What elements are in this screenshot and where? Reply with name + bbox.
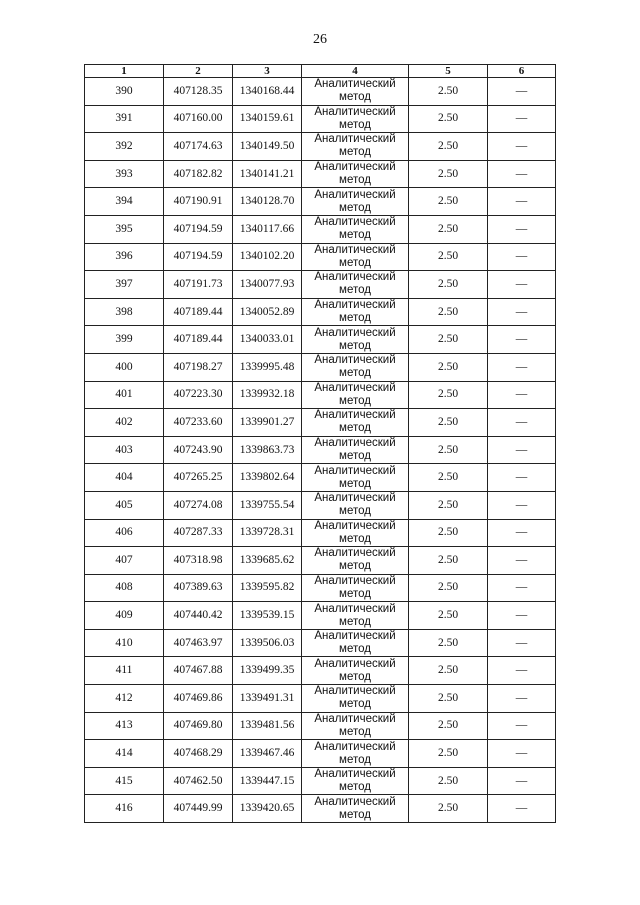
table-body [85,78,556,823]
x-coordinate-cell: 407182.82 [164,160,233,188]
accuracy-cell: 2.50 [409,188,488,216]
y-coordinate-cell: 1339728.31 [233,519,302,547]
y-coordinate-cell: 1340149.50 [233,133,302,161]
note-cell: — [488,160,556,188]
method-line-1: Аналитический [314,740,396,753]
x-coordinate-cell: 407189.44 [164,326,233,354]
method-line-2: метод [339,146,371,159]
accuracy-cell: 2.50 [409,519,488,547]
table-row [85,464,556,492]
header-col-6: 6 [488,65,556,78]
header-row [85,65,556,78]
note-cell: — [488,353,556,381]
method-cell [302,409,409,437]
point-number-cell: 397 [85,271,164,299]
method-cell [302,133,409,161]
header-col-3: 3 [233,65,302,78]
accuracy-cell: 2.50 [409,767,488,795]
method-line-2: метод [339,670,371,683]
method-cell [302,795,409,823]
method-cell [302,547,409,575]
method-cell [302,160,409,188]
x-coordinate-cell: 407467.88 [164,657,233,685]
accuracy-cell: 2.50 [409,381,488,409]
y-coordinate-cell: 1339467.46 [233,740,302,768]
point-number-cell: 393 [85,160,164,188]
x-coordinate-cell: 407223.30 [164,381,233,409]
table-row [85,602,556,630]
accuracy-cell: 2.50 [409,491,488,519]
method-line-2: метод [339,781,371,794]
method-line-1: Аналитический [314,547,396,560]
x-coordinate-cell: 407190.91 [164,188,233,216]
point-number-cell: 407 [85,547,164,575]
method-cell [302,629,409,657]
header-col-2: 2 [164,65,233,78]
x-coordinate-cell: 407194.59 [164,243,233,271]
method-line-1: Аналитический [314,161,396,174]
method-cell [302,685,409,713]
point-number-cell: 415 [85,767,164,795]
y-coordinate-cell: 1339491.31 [233,685,302,713]
point-number-cell: 408 [85,574,164,602]
note-cell: — [488,795,556,823]
table-row [85,795,556,823]
method-line-1: Аналитический [314,795,396,808]
accuracy-cell: 2.50 [409,271,488,299]
note-cell: — [488,326,556,354]
x-coordinate-cell: 407462.50 [164,767,233,795]
note-cell: — [488,298,556,326]
x-coordinate-cell: 407287.33 [164,519,233,547]
table-row [85,243,556,271]
table-row [85,133,556,161]
x-coordinate-cell: 407274.08 [164,491,233,519]
table-row [85,685,556,713]
point-number-cell: 400 [85,353,164,381]
point-number-cell: 392 [85,133,164,161]
y-coordinate-cell: 1339506.03 [233,629,302,657]
note-cell: — [488,602,556,630]
table-row [85,767,556,795]
method-line-2: метод [339,505,371,518]
y-coordinate-cell: 1340128.70 [233,188,302,216]
y-coordinate-cell: 1339420.65 [233,795,302,823]
accuracy-cell: 2.50 [409,326,488,354]
y-coordinate-cell: 1340159.61 [233,105,302,133]
method-cell [302,436,409,464]
y-coordinate-cell: 1340168.44 [233,78,302,106]
table-row [85,326,556,354]
method-cell [302,519,409,547]
note-cell: — [488,409,556,437]
x-coordinate-cell: 407469.86 [164,685,233,713]
accuracy-cell: 2.50 [409,685,488,713]
method-cell [302,602,409,630]
method-line-1: Аналитический [314,216,396,229]
method-line-1: Аналитический [314,381,396,394]
accuracy-cell: 2.50 [409,215,488,243]
x-coordinate-cell: 407174.63 [164,133,233,161]
method-line-2: метод [339,587,371,600]
table-row [85,491,556,519]
y-coordinate-cell: 1339802.64 [233,464,302,492]
method-cell [302,188,409,216]
note-cell: — [488,133,556,161]
coordinates-table [84,64,556,823]
note-cell: — [488,215,556,243]
method-cell [302,464,409,492]
point-number-cell: 394 [85,188,164,216]
y-coordinate-cell: 1339499.35 [233,657,302,685]
table-row [85,740,556,768]
x-coordinate-cell: 407198.27 [164,353,233,381]
header-col-5: 5 [409,65,488,78]
method-cell [302,740,409,768]
accuracy-cell: 2.50 [409,712,488,740]
method-line-1: Аналитический [314,437,396,450]
point-number-cell: 413 [85,712,164,740]
method-line-2: метод [339,615,371,628]
y-coordinate-cell: 1339481.56 [233,712,302,740]
method-line-2: метод [339,339,371,352]
accuracy-cell: 2.50 [409,78,488,106]
header-col-1: 1 [85,65,164,78]
x-coordinate-cell: 407243.90 [164,436,233,464]
method-line-1: Аналитический [314,685,396,698]
table-row [85,381,556,409]
y-coordinate-cell: 1339685.62 [233,547,302,575]
note-cell: — [488,574,556,602]
accuracy-cell: 2.50 [409,602,488,630]
point-number-cell: 412 [85,685,164,713]
accuracy-cell: 2.50 [409,133,488,161]
note-cell: — [488,188,556,216]
method-line-2: метод [339,532,371,545]
y-coordinate-cell: 1339755.54 [233,491,302,519]
method-line-1: Аналитический [314,574,396,587]
y-coordinate-cell: 1339932.18 [233,381,302,409]
y-coordinate-cell: 1340117.66 [233,215,302,243]
table-row [85,574,556,602]
x-coordinate-cell: 407233.60 [164,409,233,437]
page-number: 26 [313,32,327,47]
point-number-cell: 402 [85,409,164,437]
method-cell [302,78,409,106]
method-line-1: Аналитический [314,243,396,256]
method-line-2: метод [339,643,371,656]
note-cell: — [488,78,556,106]
accuracy-cell: 2.50 [409,298,488,326]
table-row [85,160,556,188]
y-coordinate-cell: 1340102.20 [233,243,302,271]
method-line-1: Аналитический [314,602,396,615]
method-line-2: метод [339,477,371,490]
point-number-cell: 398 [85,298,164,326]
method-line-1: Аналитический [314,768,396,781]
note-cell: — [488,685,556,713]
x-coordinate-cell: 407189.44 [164,298,233,326]
method-line-2: метод [339,201,371,214]
method-cell [302,712,409,740]
note-cell: — [488,436,556,464]
x-coordinate-cell: 407468.29 [164,740,233,768]
method-line-1: Аналитический [314,271,396,284]
x-coordinate-cell: 407389.63 [164,574,233,602]
method-line-1: Аналитический [314,105,396,118]
y-coordinate-cell: 1339901.27 [233,409,302,437]
method-cell [302,381,409,409]
method-cell [302,767,409,795]
note-cell: — [488,629,556,657]
method-line-2: метод [339,753,371,766]
method-cell [302,105,409,133]
point-number-cell: 401 [85,381,164,409]
table-row [85,271,556,299]
method-cell [302,574,409,602]
point-number-cell: 391 [85,105,164,133]
method-line-2: метод [339,284,371,297]
table-header [85,65,556,78]
method-line-2: метод [339,422,371,435]
note-cell: — [488,271,556,299]
note-cell: — [488,740,556,768]
table-row [85,657,556,685]
method-line-1: Аналитический [314,354,396,367]
table-row [85,188,556,216]
y-coordinate-cell: 1339447.15 [233,767,302,795]
x-coordinate-cell: 407128.35 [164,78,233,106]
point-number-cell: 416 [85,795,164,823]
x-coordinate-cell: 407449.99 [164,795,233,823]
x-coordinate-cell: 407318.98 [164,547,233,575]
method-line-2: метод [339,174,371,187]
note-cell: — [488,381,556,409]
y-coordinate-cell: 1339539.15 [233,602,302,630]
accuracy-cell: 2.50 [409,740,488,768]
point-number-cell: 411 [85,657,164,685]
point-number-cell: 405 [85,491,164,519]
method-line-1: Аналитический [314,326,396,339]
note-cell: — [488,491,556,519]
x-coordinate-cell: 407463.97 [164,629,233,657]
method-line-1: Аналитический [314,657,396,670]
point-number-cell: 404 [85,464,164,492]
table-row [85,298,556,326]
y-coordinate-cell: 1340052.89 [233,298,302,326]
method-line-2: метод [339,560,371,573]
method-line-1: Аналитический [314,188,396,201]
method-cell [302,491,409,519]
note-cell: — [488,243,556,271]
method-line-1: Аналитический [314,409,396,422]
y-coordinate-cell: 1339595.82 [233,574,302,602]
accuracy-cell: 2.50 [409,409,488,437]
point-number-cell: 399 [85,326,164,354]
x-coordinate-cell: 407191.73 [164,271,233,299]
table-row [85,105,556,133]
note-cell: — [488,657,556,685]
header-col-4: 4 [302,65,409,78]
point-number-cell: 406 [85,519,164,547]
method-line-1: Аналитический [314,133,396,146]
method-line-1: Аналитический [314,299,396,312]
point-number-cell: 396 [85,243,164,271]
method-line-2: метод [339,698,371,711]
point-number-cell: 410 [85,629,164,657]
accuracy-cell: 2.50 [409,795,488,823]
method-line-2: метод [339,394,371,407]
method-line-2: метод [339,118,371,131]
method-cell [302,215,409,243]
method-cell [302,271,409,299]
accuracy-cell: 2.50 [409,574,488,602]
method-line-2: метод [339,725,371,738]
table-row [85,519,556,547]
method-line-2: метод [339,367,371,380]
method-line-1: Аналитический [314,464,396,477]
method-cell [302,326,409,354]
table-row [85,712,556,740]
method-line-2: метод [339,91,371,104]
accuracy-cell: 2.50 [409,629,488,657]
method-cell [302,243,409,271]
method-line-2: метод [339,312,371,325]
y-coordinate-cell: 1340077.93 [233,271,302,299]
note-cell: — [488,464,556,492]
y-coordinate-cell: 1339863.73 [233,436,302,464]
table-row [85,78,556,106]
method-cell [302,657,409,685]
accuracy-cell: 2.50 [409,243,488,271]
y-coordinate-cell: 1340141.21 [233,160,302,188]
point-number-cell: 409 [85,602,164,630]
table-row [85,409,556,437]
note-cell: — [488,712,556,740]
y-coordinate-cell: 1339995.48 [233,353,302,381]
table-row [85,547,556,575]
x-coordinate-cell: 407440.42 [164,602,233,630]
accuracy-cell: 2.50 [409,547,488,575]
accuracy-cell: 2.50 [409,105,488,133]
accuracy-cell: 2.50 [409,436,488,464]
accuracy-cell: 2.50 [409,464,488,492]
note-cell: — [488,105,556,133]
method-line-2: метод [339,229,371,242]
method-cell [302,353,409,381]
accuracy-cell: 2.50 [409,657,488,685]
method-line-1: Аналитический [314,630,396,643]
table-row [85,436,556,464]
accuracy-cell: 2.50 [409,353,488,381]
method-line-1: Аналитический [314,492,396,505]
x-coordinate-cell: 407194.59 [164,215,233,243]
method-line-2: метод [339,450,371,463]
point-number-cell: 390 [85,78,164,106]
method-cell [302,298,409,326]
note-cell: — [488,547,556,575]
note-cell: — [488,767,556,795]
table-row [85,353,556,381]
accuracy-cell: 2.50 [409,160,488,188]
method-line-1: Аналитический [314,78,396,91]
x-coordinate-cell: 407160.00 [164,105,233,133]
method-line-2: метод [339,256,371,269]
note-cell: — [488,519,556,547]
table-row [85,215,556,243]
point-number-cell: 414 [85,740,164,768]
point-number-cell: 403 [85,436,164,464]
method-line-2: метод [339,808,371,821]
table-row [85,629,556,657]
x-coordinate-cell: 407265.25 [164,464,233,492]
method-line-1: Аналитический [314,519,396,532]
y-coordinate-cell: 1340033.01 [233,326,302,354]
x-coordinate-cell: 407469.80 [164,712,233,740]
method-line-1: Аналитический [314,712,396,725]
point-number-cell: 395 [85,215,164,243]
